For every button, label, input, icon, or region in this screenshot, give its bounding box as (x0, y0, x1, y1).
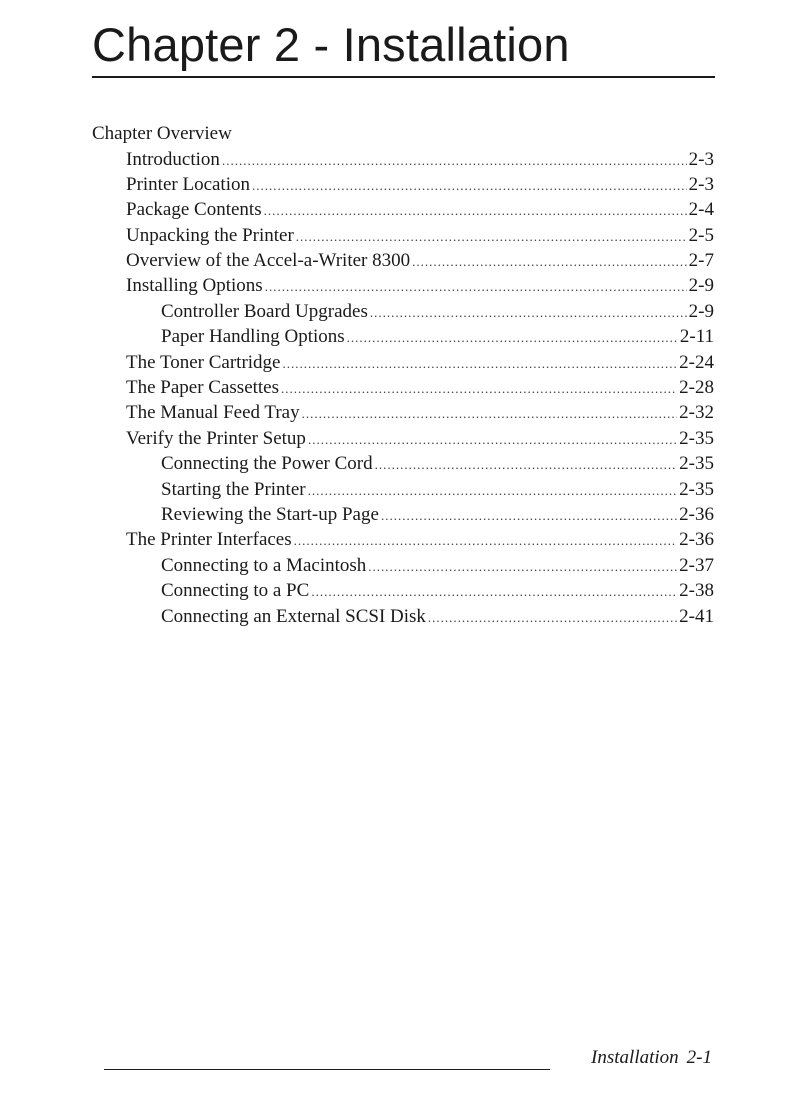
toc-entry-label: The Manual Feed Tray (126, 402, 300, 424)
toc-entry-label: Installing Options (126, 275, 263, 297)
toc-entry-page: 2-24 (679, 351, 714, 373)
toc-dot-leader (302, 401, 678, 426)
footer (591, 1046, 712, 1070)
toc-dot-leader (222, 148, 687, 173)
toc-dot-leader (294, 528, 678, 553)
toc-entry (92, 299, 714, 324)
toc-entry-page: 2-9 (688, 275, 714, 297)
toc-dot-leader (252, 173, 687, 198)
toc-dot-leader (265, 274, 687, 299)
toc-entry (92, 273, 714, 298)
toc-entry-label: Connecting the Power Cord (161, 453, 373, 475)
toc-entry (92, 527, 714, 552)
title-rule (92, 76, 715, 78)
toc-entry (92, 502, 714, 527)
toc-entry-label: Printer Location (126, 173, 250, 195)
toc-entry-page: 2-35 (679, 478, 714, 500)
toc-entry (92, 324, 714, 349)
toc-entry-label: Package Contents (126, 199, 262, 221)
toc-entry-label: Overview of the Accel-a-Writer 8300 (126, 250, 411, 272)
footer-rule (104, 1069, 550, 1070)
toc-entry-label: Introduction (126, 148, 220, 170)
toc-entry-page: 2-36 (679, 529, 714, 551)
toc-entry-label: Paper Handling Options (161, 326, 345, 348)
toc-entry-label: The Paper Cassettes (126, 377, 280, 399)
toc-entry-label: Controller Board Upgrades (161, 300, 368, 322)
toc-entry (92, 375, 714, 400)
table-of-contents (92, 121, 714, 629)
toc-entry-label: Unpacking the Printer (126, 224, 294, 246)
toc-entry-page: 2-3 (688, 173, 714, 195)
footer-section-name: Installation (591, 1047, 679, 1068)
toc-entry-page: 2-41 (679, 605, 714, 627)
toc-entry-label: Starting the Printer (161, 478, 306, 500)
toc-entry-page: 2-28 (679, 377, 714, 399)
chapter-title: Chapter 2 - Installation (92, 18, 570, 71)
toc-entry-label: Connecting to a Macintosh (161, 554, 367, 576)
toc-entry-page: 2-38 (679, 580, 714, 602)
toc-entry (92, 604, 714, 629)
toc-entry-label: Verify the Printer Setup (126, 427, 306, 449)
toc-entry-page: 2-36 (679, 503, 714, 525)
toc-entry-page: 2-11 (679, 326, 714, 348)
toc-dot-leader (308, 427, 677, 452)
toc-entry-label: Connecting an External SCSI Disk (161, 605, 426, 627)
toc-entry (92, 350, 714, 375)
toc-entry-page: 2-9 (688, 300, 714, 322)
toc-entry-page: 2-3 (688, 148, 714, 170)
toc-heading: Chapter Overview (92, 123, 232, 144)
toc-entry-label: The Toner Cartridge (126, 351, 281, 373)
toc-dot-leader (311, 579, 677, 604)
toc-dot-leader (264, 198, 687, 223)
toc-entry (92, 248, 714, 273)
toc-dot-leader (428, 605, 677, 630)
toc-list (92, 147, 714, 629)
toc-entry (92, 578, 714, 603)
toc-entry-page: 2-32 (679, 402, 714, 424)
toc-entry (92, 197, 714, 222)
toc-entry-label: Reviewing the Start-up Page (161, 503, 379, 525)
toc-dot-leader (370, 300, 687, 325)
toc-dot-leader (308, 478, 678, 503)
toc-dot-leader (381, 503, 677, 528)
toc-dot-leader (281, 376, 677, 401)
toc-entry-label: The Printer Interfaces (126, 529, 292, 551)
toc-dot-leader (412, 249, 687, 274)
toc-entry (92, 426, 714, 451)
toc-dot-leader (283, 351, 678, 376)
toc-entry (92, 477, 714, 502)
toc-entry (92, 400, 714, 425)
toc-entry-page: 2-7 (688, 250, 714, 272)
toc-dot-leader (296, 224, 687, 249)
toc-dot-leader (368, 554, 677, 579)
toc-entry (92, 553, 714, 578)
toc-entry (92, 172, 714, 197)
toc-entry-label: Connecting to a PC (161, 580, 310, 602)
toc-entry (92, 451, 714, 476)
footer-page-number: 2-1 (686, 1047, 712, 1068)
toc-entry (92, 223, 714, 248)
toc-dot-leader (347, 325, 678, 350)
toc-dot-leader (375, 452, 678, 477)
toc-entry (92, 147, 714, 172)
toc-entry-page: 2-35 (679, 453, 714, 475)
toc-entry-page: 2-37 (679, 554, 714, 576)
toc-entry-page: 2-4 (688, 199, 714, 221)
toc-entry-page: 2-35 (679, 427, 714, 449)
toc-entry-page: 2-5 (688, 224, 714, 246)
